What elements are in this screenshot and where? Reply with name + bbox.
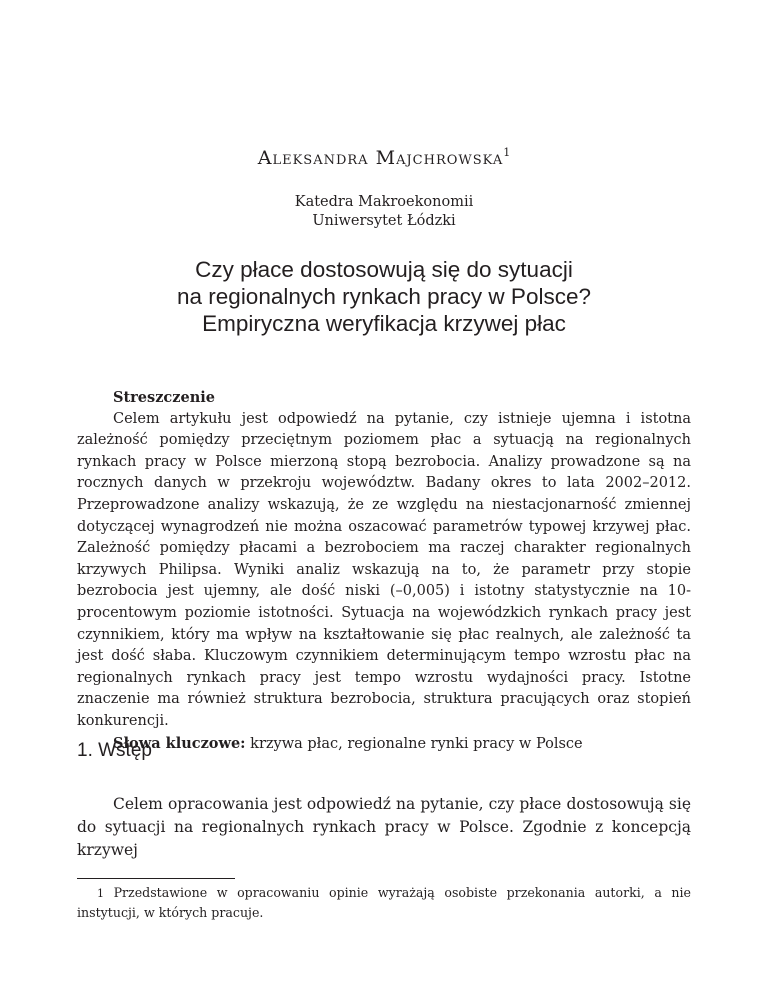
paper-title xyxy=(110,256,658,337)
paper-title-line-2: na regionalnych rynkach pracy w Polsce? xyxy=(177,284,591,309)
section-heading: 1. Wstęp xyxy=(77,740,152,761)
paper-title-line-1: Czy płace dostosowują się do sytuacji xyxy=(195,257,573,282)
footnote xyxy=(77,884,691,922)
abstract-text: Celem artykułu jest odpowiedź na pytanie, czy istnieje ujemna i istotna zależność pomiędzy przeciętnym poziomem płac a sytuacją na regionalnych rynkach pracy w Polsce mierzoną stopą bezrobocia. Analizy prowadzone są na rocznych danych w przekroju województw. Badany okres to lata 2002–2012. Przeprowadzone analizy wskazują, że ze względu na niestacjonarność zmiennej dotyczącej wynagrodzeń nie można oszacować parametrów typowej krzywej płac. Zależność pomiędzy płacami a bezrobociem ma raczej charakter regionalnych krzywych Philipsa. Wyniki analiz wskazują na to, że parametr przy stopie bezrobocia jest ujemny, ale dość niski (–0,005) i istotny statystycznie na 10-procentowym poziomie istotności. Sytuacja na wojewódzkich rynkach pracy jest czynnikiem, który ma wpływ na kształtowanie się płac realnych, ale zależność ta jest dość słaba. Kluczowym czynnikiem determinującym tempo wzrostu płac na regionalnych rynkach pracy jest tempo wzrostu wydajności pracy. Istotne znaczenie ma również struktura bezrobocia, struktura pracujących oraz stopień konkurencji. xyxy=(77,410,691,729)
abstract-heading: Streszczenie xyxy=(113,389,215,406)
footnote-text: Przedstawione w opracowaniu opinie wyrażają osobiste przekonania autorki, a nie instytucji, w których pracuje. xyxy=(77,885,691,920)
author-name xyxy=(0,146,768,169)
footnote-divider xyxy=(77,878,235,879)
paper-title-line-3: Empiryczna weryfikacja krzywej płac xyxy=(202,311,566,336)
author-name-text: Aleksandra Majchrowska xyxy=(257,147,504,169)
keywords-label: Słowa kluczowe: xyxy=(113,734,246,752)
affiliation-university: Uniwersytet Łódzki xyxy=(312,213,456,229)
intro-paragraph: Celem opracowania jest odpowiedź na pytanie, czy płace dostosowują się do sytuacji na regionalnych rynkach pracy w Polsce. Zgodnie z koncepcją krzywej xyxy=(77,795,691,859)
keywords xyxy=(77,733,691,756)
author-footnote-mark: 1 xyxy=(503,146,511,159)
affiliation-department: Katedra Makroekonomii xyxy=(294,194,474,210)
footnote-mark: 1 xyxy=(97,887,104,900)
affiliation xyxy=(0,193,768,231)
abstract xyxy=(77,387,691,755)
keywords-text: krzywa płac, regionalne rynki pracy w Polsce xyxy=(250,735,583,752)
